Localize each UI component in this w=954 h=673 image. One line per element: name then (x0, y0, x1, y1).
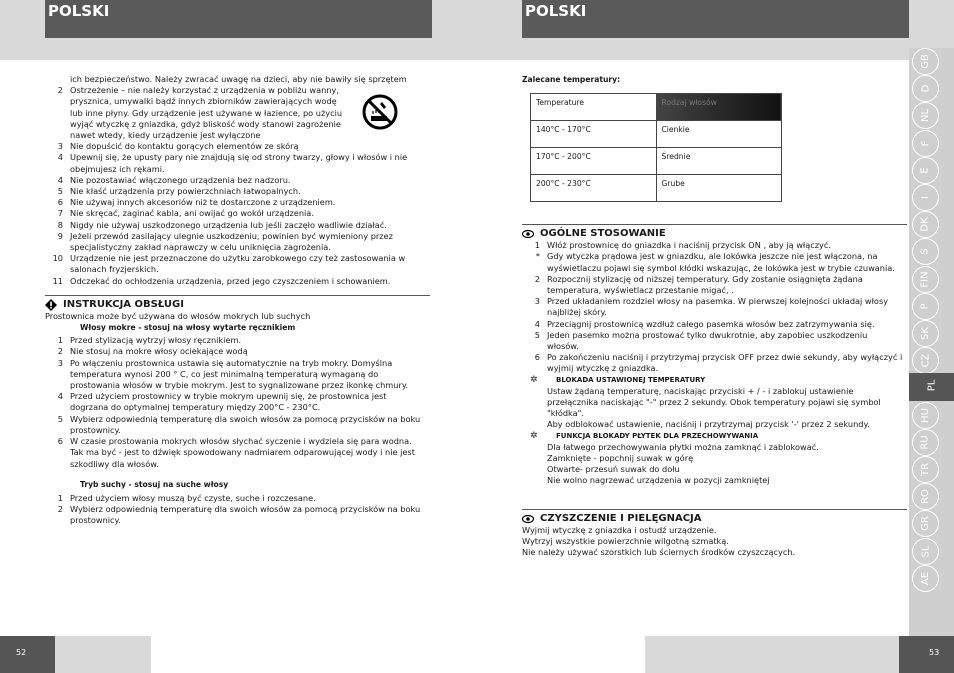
list-item-number: 1 (57, 492, 63, 503)
table-cell: Grube (656, 175, 782, 202)
list-item-number: 4 (57, 174, 63, 185)
list-item-number: 4 (57, 152, 63, 163)
table-cell: Cienkie (656, 121, 782, 148)
list-item-number: 2 (57, 504, 63, 515)
list-item-text: Ostrzeżenie – nie należy korzystać z urządzenia w pobliżu wanny, prysznica, umywalki bądź innych zbiorników zawierających wodę lub inne płyny. Gdy urządzenie jest używane w łazience, po użyciu wyjąć wtyczkę z gniazdka, gdyż bliskość wody stanowi zagrożenie nawet wtedy, kiedy urządzenie jest wyłączone (70, 85, 343, 141)
list-item (45, 493, 430, 504)
language-tab-ro[interactable] (912, 483, 939, 510)
list-item (522, 251, 907, 273)
list-item (45, 253, 430, 275)
wet-mode-title: Włosy mokre - stosuj na włosy wytarte ręcznikiem (80, 323, 296, 333)
right-page-content (522, 74, 903, 558)
page-number-left: 52 (0, 636, 55, 673)
language-tab-i[interactable] (912, 184, 939, 211)
list-item-number: 2 (57, 346, 63, 357)
temperature-table-caption: Zalecane temperatury: (522, 75, 621, 84)
list-item-text: Urządzenie nie jest przeznaczone do użytku zarobkowego czy też zastosowania w salonach fryzjerskich. (70, 253, 406, 275)
sun-icon: ✲ (530, 374, 538, 385)
table-cell: 200°C - 230°C (531, 175, 657, 202)
list-item (45, 85, 430, 141)
list-item (45, 504, 430, 526)
page-number-right: 53 (899, 636, 954, 673)
intro-text: ich bezpieczeństwo. Należy zwracać uwagę na dzieci, aby nie bawiły się sprzętem (70, 74, 407, 84)
list-item (45, 276, 430, 287)
list-item-text: Gdy wtyczka prądowa jest w gniazdku, ale lokówka jeszcze nie jest włączona, na wyświetlaczu pojawi się symbol kłódki wskazując, że lokówka jest w trybie czuwania. (547, 251, 895, 273)
language-tab-label: FIN (920, 271, 931, 288)
list-item (522, 274, 907, 296)
general-use-title: OGÓLNE STOSOWANIE (540, 228, 666, 240)
list-item (45, 175, 430, 186)
list-item (522, 240, 907, 251)
list-item-number: * (535, 251, 540, 262)
list-item (522, 319, 907, 330)
list-item (522, 352, 907, 374)
list-item-text: Nie dopuścić do kontaktu gorących elementów ze skórą (70, 141, 299, 152)
wet-mode-list (45, 335, 430, 469)
instructions-intro: Prostownica może być używana do włosów mokrych lub suchych (45, 310, 311, 321)
language-tab-label: RO (919, 489, 931, 505)
list-item-text: Nigdy nie używaj uszkodzonego urządzenia lub jeśli zaczęło wadliwie działać. (70, 219, 387, 230)
list-item-text: W czasie prostowania mokrych włosów słychać syczenie i wydziela się para wodna. Tak ma być - jest to dźwięk spowodowany nadmiarem odparowującej wody i nie jest szkodliwy dla włosów. (70, 436, 415, 469)
language-tab-fin[interactable] (912, 266, 939, 293)
list-item-text: Nie używaj innych akcesoriów niż te dostarczone z urządzeniem. (70, 197, 336, 208)
list-item-text: Przed użyciem włosy muszą być czyste, suche i rozczesane. (70, 492, 316, 503)
list-item (45, 391, 430, 413)
table-header-row (531, 94, 782, 121)
list-item-text: Nie pozostawiać włączonego urządzenia bez nadzoru. (70, 174, 291, 185)
list-item-number: 1 (57, 335, 63, 346)
list-item-text: Włóż prostownicę do gniazdka i naciśnij przycisk ON , aby ją włączyć. (547, 240, 831, 251)
list-item-number: 1 (534, 240, 540, 251)
list-item (45, 141, 430, 152)
footer-band-right (645, 636, 899, 673)
list-item-number: 3 (57, 357, 63, 368)
list-item-number: 6 (57, 436, 63, 447)
list-item-number: 4 (57, 391, 63, 402)
list-item-number: 10 (52, 253, 63, 264)
language-tab-p[interactable] (912, 293, 939, 320)
language-tab-label: P (920, 303, 931, 310)
list-item-number: 6 (57, 197, 63, 208)
list-item (45, 208, 430, 219)
language-tab-label: RU (920, 435, 931, 450)
list-item-number: 3 (534, 296, 540, 307)
language-tab-label: I (919, 196, 931, 199)
instructions-heading (45, 295, 430, 311)
list-item-text: Jeżeli przewód zasilający ulegnie uszkodzeniu, powinien być wymieniony przez specjalistyczny zakład naprawczy w celu uniknięcia zagrożenia. (70, 230, 393, 253)
cleaning-heading (522, 509, 907, 525)
list-item-number: 11 (52, 275, 63, 286)
list-item-text: Odczekać do ochłodzenia urządzenia, przed jego czyszczeniem i schowaniem. (70, 275, 391, 286)
language-tab-label: CZ (920, 353, 931, 368)
cleaning-text: Wyjmij wtyczkę z gniazdka i ostudź urządzenie. Wytrzyj wszystkie powierzchnie wilgotną szmatką. Nie należy używać szorstkich lub ściernych środków czyszczących. (522, 524, 796, 558)
language-tab-label: E (919, 167, 931, 174)
table-cell: 140°C - 170°C (531, 121, 657, 148)
list-item (45, 231, 430, 253)
table-row (531, 121, 782, 148)
list-item-number: 9 (57, 230, 63, 241)
language-tab-cz[interactable] (912, 347, 939, 374)
list-item (45, 346, 430, 357)
list-item-text: Nie skręcać, zaginać kabla, ani owijać go wokół urządzenia. (70, 208, 314, 219)
general-use-heading (522, 224, 907, 240)
eye-icon (522, 513, 534, 525)
table-header-cell: Rodzaj włosów (656, 94, 782, 121)
list-item-text: Nie stosuj na mokre włosy ociekające wodą (70, 346, 248, 357)
list-item-number: 5 (57, 186, 63, 197)
page-title-right: POLSKI (522, 0, 909, 38)
language-tab-label: TR (920, 462, 931, 477)
language-tab-tr[interactable] (912, 456, 939, 483)
plate-lock-text: Dla łatwego przechowywania płytki można zamknąć i zablokować. Zamknięte - popchnij suwak w górę Otwarte- przesuń suwak do dołu Nie wolno nagrzewać urządzenia w pozycji zamkniętej (547, 441, 819, 486)
list-item-number: 5 (57, 413, 63, 424)
plate-lock-label: FUNKCJA BLOKADY PŁYTEK DLA PRZECHOWYWANIA (556, 431, 759, 440)
temperature-table (530, 93, 782, 202)
general-use-list (522, 240, 907, 374)
list-item-text: Po włączeniu prostownica ustawia się automatycznie na tryb mokry. Domyślna temperatura wynosi 200 ° C, co jest minimalną temperaturą wymaganą do prostowania włosów w trybie mokrym. Jest to sygnalizowane przez ikonkę chmury. (70, 357, 409, 391)
language-tab-label: NL (920, 109, 931, 123)
list-item-text: Przed stylizacją wytrzyj włosy ręcznikiem. (70, 335, 242, 346)
list-item (45, 414, 430, 436)
language-tab-label: F (919, 140, 931, 146)
language-tab-label: D (919, 84, 931, 93)
list-item-number: 8 (57, 219, 63, 230)
list-item-text: Przeciągnij prostownicą wzdłuż całego pasemka włosów bez zatrzymywania się. (547, 318, 875, 329)
list-item (45, 186, 430, 197)
list-item (45, 197, 430, 208)
language-tab-e[interactable] (912, 157, 939, 184)
list-item (45, 152, 430, 174)
language-tab-ae[interactable] (912, 565, 939, 592)
eye-icon (522, 228, 534, 240)
list-item (45, 358, 430, 392)
table-row (531, 148, 782, 175)
list-item (522, 296, 907, 318)
list-item-text: Przed układaniem rozdziel włosy na pasemka. W pierwszej kolejności układaj włosy najbliżej skóry. (547, 296, 889, 318)
temperature-lock-title (522, 375, 792, 386)
language-tab-label: S (919, 248, 931, 256)
language-tab-label: SK (920, 327, 931, 340)
list-item-text: Upewnij się, że upusty pary nie znajdują się od strony twarzy, głowy i włosów i nie obejmujesz ich rękami. (70, 152, 408, 174)
instructions-title: INSTRUKCJA OBSŁUGI (63, 298, 184, 310)
table-header-cell: Temperature (531, 94, 657, 121)
dry-mode-title: Tryb suchy - stosuj na suche włosy (80, 479, 229, 489)
table-cell: 170°C - 200°C (531, 148, 657, 175)
list-item-text: Wybierz odpowiednią temperaturę dla swoich włosów za pomocą przycisków na boku prostownicy. (70, 504, 421, 526)
list-item-number: 3 (57, 141, 63, 152)
list-item (45, 335, 430, 346)
language-tab-label: DK (919, 217, 931, 232)
safety-list (45, 85, 430, 287)
list-item (45, 220, 430, 231)
list-item-number: 2 (534, 273, 540, 284)
language-tab-dk[interactable] (912, 211, 939, 238)
list-item-number: 7 (57, 208, 63, 219)
language-tab-sl[interactable] (912, 538, 939, 565)
language-tab-sk[interactable] (912, 320, 939, 347)
list-item-number: 2 (57, 85, 63, 96)
table-row (531, 175, 782, 202)
list-item-number: 5 (534, 329, 540, 340)
language-tab-gb[interactable] (912, 48, 939, 75)
language-tab-label: AE (919, 571, 931, 585)
page-title-left: POLSKI (45, 0, 432, 38)
language-tab-label: GB (919, 54, 931, 69)
table-cell: Średnie (656, 148, 782, 175)
left-page-content (45, 74, 430, 527)
list-item (45, 436, 430, 470)
language-tab-hu[interactable] (912, 402, 939, 429)
list-item-text: Przed użyciem prostownicy w trybie mokrym upewnij się, że prostownica jest dogrzana do optymalnej temperatury między 200°C - 230°C. (70, 391, 387, 413)
language-tab-pl[interactable] (909, 373, 954, 401)
language-tab-label: SL (919, 545, 931, 558)
plate-lock-title (522, 431, 792, 442)
footer-band-left (55, 636, 151, 673)
list-item-number: 6 (534, 352, 540, 363)
temperature-lock-label: BLOKADA USTAWIONEJ TEMPERATURY (556, 375, 706, 384)
language-tab-d[interactable] (912, 75, 939, 102)
list-item (522, 330, 907, 352)
list-item-text: Nie kłaść urządzenia przy powierzchniach łatwopalnych. (70, 186, 301, 197)
language-tab-label: HU (920, 407, 931, 423)
language-tab-ru[interactable] (912, 429, 939, 456)
list-item-text: Rozpocznij stylizację od niższej temperatury. Gdy zostanie osiągnięta żądana temperatura, wyświetlacz przestanie migać, . (547, 273, 863, 296)
list-item-text: Po zakończeniu naciśnij i przytrzymaj przycisk OFF przez dwie sekundy, aby wyłączyć i wyjmij wtyczkę z gniazdka. (547, 352, 903, 374)
cleaning-title: CZYSZCZENIE I PIELĘGNACJA (540, 512, 702, 524)
temperature-lock-text: Ustaw żądaną temperaturę, naciskając przyciski + / - i zablokuj ustawienie przełącznika naciskając "-" przez 2 sekundy. Obok temperatury pojawi się symbol "kłódka". Aby odblokować ustawienie, naciśnij i przytrzymaj przycisk '-' przez 2 sekundy. (547, 385, 881, 430)
dry-mode-list (45, 493, 430, 527)
language-tab-label: GR (919, 516, 931, 532)
language-tab-label: PL (925, 380, 937, 392)
warning-icon (45, 299, 57, 311)
list-item-text: Wybierz odpowiednią temperaturę dla swoich włosów za pomocą przycisków na boku prostownicy. (70, 413, 421, 435)
sun-icon: ✲ (530, 430, 538, 441)
list-item-number: 4 (534, 318, 540, 329)
list-item-text: Jeden pasemko można prostować tylko dwukrotnie, aby zapobiec uszkodzeniu włosów. (547, 329, 868, 352)
language-tab-f[interactable] (912, 130, 939, 157)
